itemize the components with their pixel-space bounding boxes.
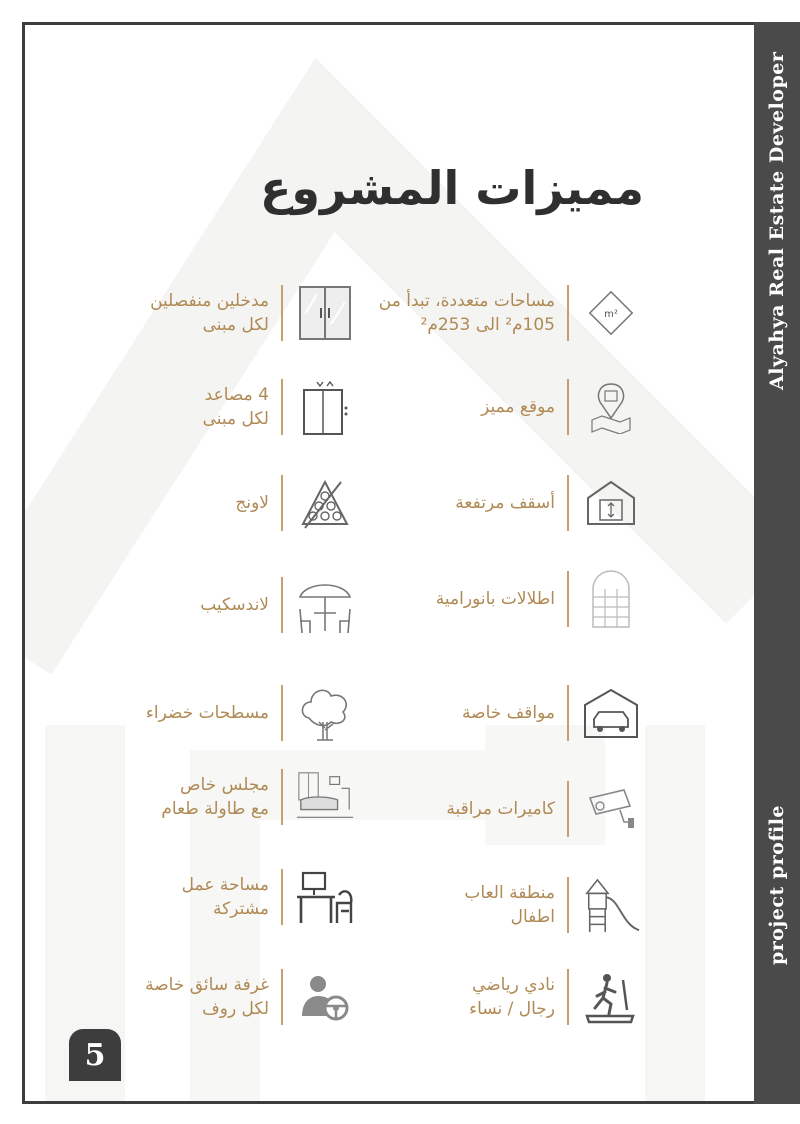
feature-location (355, 375, 641, 439)
feature-label: اطلالات بانورامية (435, 589, 555, 609)
divider (281, 379, 283, 435)
treadmill-icon (581, 967, 641, 1027)
divider (567, 285, 569, 341)
glass-door-icon (295, 283, 355, 343)
garage-car-icon (581, 683, 641, 743)
company-name: Alyahya Real Estate Developer (766, 51, 788, 390)
feature-label: 4 مصاعد لكل مبنى (202, 385, 269, 429)
feature-label: مساحات متعددة، تبدأ من 105م² الى 253م² (378, 291, 555, 335)
divider (567, 571, 569, 627)
feature-label: لاونج (235, 493, 269, 513)
feature-driver-room (69, 965, 355, 1029)
divider (567, 969, 569, 1025)
feature-label: كاميرات مراقبة (446, 799, 555, 819)
driver-person-icon (295, 967, 355, 1027)
feature-entrances (69, 281, 355, 345)
feature-landscape (69, 573, 355, 637)
page-number: 5 (69, 1029, 121, 1081)
feature-parking (355, 681, 641, 745)
divider (567, 877, 569, 933)
divider (567, 685, 569, 741)
divider (281, 685, 283, 741)
feature-label: لاندسكيب (200, 595, 269, 615)
feature-elevators (69, 375, 355, 439)
feature-majlis (69, 765, 355, 829)
side-bar (754, 22, 800, 1104)
playground-slide-icon (581, 875, 641, 935)
feature-label: مساحة عمل مشتركة (181, 875, 269, 919)
divider (567, 781, 569, 837)
divider (567, 475, 569, 531)
high-ceiling-icon (581, 473, 641, 533)
document-type: project profile (766, 804, 788, 966)
elevator-icon (295, 377, 355, 437)
divider (281, 285, 283, 341)
feature-green-areas (69, 681, 355, 745)
location-map-icon (581, 377, 641, 437)
svg-text:m²: m² (604, 309, 618, 320)
window-icon (581, 569, 641, 629)
feature-label: مجلس خاص مع طاولة طعام (161, 775, 269, 819)
feature-area (355, 281, 641, 345)
feature-cctv (355, 777, 641, 841)
divider (281, 475, 283, 531)
tree-icon (295, 683, 355, 743)
cctv-camera-icon (581, 779, 641, 839)
feature-label: أسقف مرتفعة (455, 493, 555, 513)
divider (567, 379, 569, 435)
feature-panoramic (355, 567, 641, 631)
feature-label: مدخلين منفصلين لكل مبنى (150, 291, 269, 335)
divider (281, 577, 283, 633)
page-title: مميزات المشروع (259, 161, 644, 215)
feature-coworking (69, 865, 355, 929)
feature-kids-area (355, 873, 641, 937)
divider (281, 969, 283, 1025)
area-m2-icon (581, 283, 641, 343)
divider (281, 769, 283, 825)
feature-label: مواقف خاصة (462, 703, 555, 723)
feature-label: غرفة سائق خاصة لكل روف (145, 975, 269, 1019)
feature-label: منطقة العاب اطفال (464, 883, 555, 927)
feature-label: نادي رياضي رجال / نساء (469, 975, 555, 1019)
feature-lounge (69, 471, 355, 535)
billiards-icon (295, 473, 355, 533)
divider (281, 869, 283, 925)
workspace-desk-icon (295, 867, 355, 927)
feature-gym (355, 965, 641, 1029)
feature-ceiling (355, 471, 641, 535)
patio-umbrella-icon (295, 575, 355, 635)
sofa-dining-icon (295, 767, 355, 827)
feature-label: مسطحات خضراء (145, 703, 269, 723)
feature-label: موقع مميز (481, 397, 555, 417)
page-frame (22, 22, 754, 1104)
